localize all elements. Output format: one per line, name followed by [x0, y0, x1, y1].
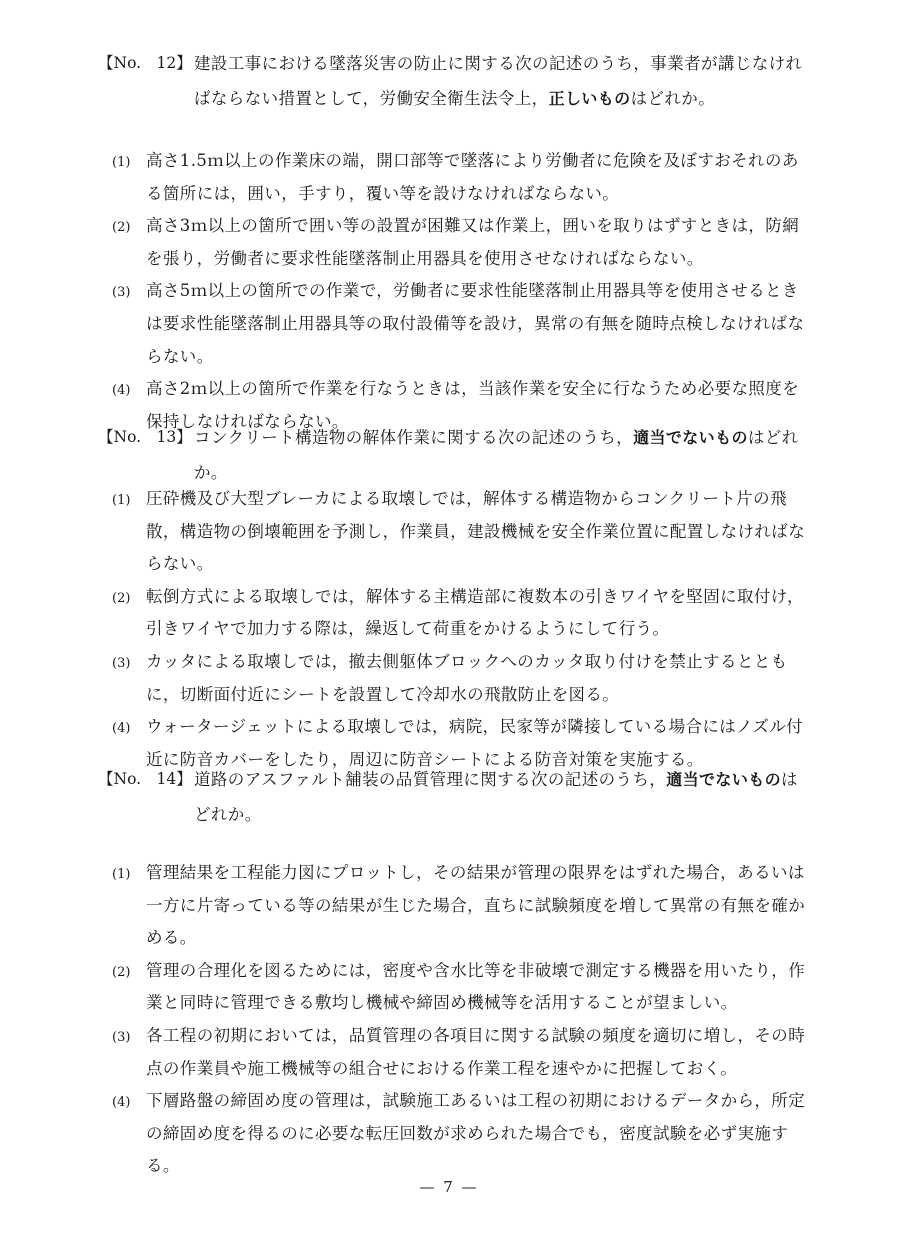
option-text: 圧砕機及び大型ブレーカによる取壊しでは，解体する構造物からコンクリート片の飛散，構造物の倒壊範囲を予測し，作業員，建設機械を安全作業位置に配置しなければならない。 — [146, 489, 806, 574]
question-stem — [194, 420, 810, 490]
option-12-3 — [112, 275, 812, 373]
question-stem — [194, 762, 810, 832]
stem-text: 建設工事における墜落災害の防止に関する次の記述のうち，事業者が講じなければならない措置として，労働安全衛生法令上， — [194, 54, 803, 108]
page-number: — 7 — — [419, 1178, 479, 1196]
option-text: 各工程の初期においては，品質管理の各項目に関する試験の頻度を適切に増し，その時点の作業員や施工機械等の組合せにおける作業工程を速やかに把握しておく。 — [146, 1025, 806, 1078]
stem-ending: はどれか。 — [194, 770, 798, 824]
options-13 — [112, 483, 812, 776]
question-14 — [98, 762, 810, 832]
options-12 — [112, 145, 812, 438]
option-12-1 — [112, 145, 812, 210]
option-14-1 — [112, 857, 812, 955]
question-stem — [194, 46, 810, 116]
option-number: (3) — [112, 285, 131, 301]
question-header — [98, 762, 810, 832]
option-number: (2) — [112, 590, 131, 606]
option-text: 下層路盤の締固め度の管理は，試験施工あるいは工程の初期におけるデータから，所定の締固め度を得るのに必要な転圧回数が求められた場合でも，密度試験を必ず実施する。 — [146, 1091, 806, 1176]
option-number: (4) — [112, 1095, 131, 1111]
option-13-2 — [112, 581, 812, 646]
option-number: (1) — [112, 155, 131, 170]
stem-text: 道路のアスファルト舗装の品質管理に関する次の記述のうち， — [194, 770, 667, 789]
stem-emphasis: 正しいもの — [548, 89, 631, 108]
option-number: (2) — [112, 964, 131, 980]
stem-emphasis: 適当でないもの — [633, 428, 748, 447]
option-text: 管理結果を工程能力図にプロットし，その結果が管理の限界をはずれた場合，あるいは一方に片寄っている等の結果が生じた場合，直ちに試験頻度を増して異常の有無を確かめる。 — [146, 863, 806, 948]
stem-emphasis: 適当でないもの — [666, 770, 782, 789]
option-number: (1) — [112, 493, 131, 508]
option-text: ウォータージェットによる取壊しでは，病院，民家等が隣接している場合にはノズル付近に防音カバーをしたり，周辺に防音シートによる防音対策を実施する。 — [146, 717, 804, 769]
option-number: (3) — [112, 655, 131, 671]
question-13 — [98, 420, 810, 490]
option-14-3 — [112, 1020, 812, 1085]
option-text: カッタによる取壊しでは，撤去側躯体ブロックへのカッタ取り付けを禁止するとともに，切断面付近にシートを設置して冷却水の飛散防止を図る。 — [146, 651, 788, 704]
option-text: 高さ2ｍ以上の箇所で作業を行なうときは，当該作業を安全に行なうため必要な照度を保持しなければならない。 — [146, 379, 800, 431]
option-number: (2) — [112, 220, 131, 236]
option-text: 転倒方式による取壊しでは，解体する主構造部に複数本の引きワイヤを堅固に取付け，引きワイヤで加力する際は，繰返して荷重をかけるようにして行う。 — [146, 586, 804, 639]
option-text: 管理の合理化を図るためには，密度や含水比等を非破壊で測定する機器を用いたり，作業と同時に管理できる敷均し機械や締固め機械等を活用することが望ましい。 — [146, 960, 806, 1013]
options-14 — [112, 857, 812, 1183]
question-number: 【No. 12】 — [98, 54, 192, 72]
option-12-2 — [112, 210, 812, 275]
option-text: 高さ1.5ｍ以上の作業床の端，開口部等で墜落により労働者に危険を及ぼすおそれのある箇所には，囲い，手すり，覆い等を設けなければならない。 — [146, 151, 799, 203]
stem-text: コンクリート構造物の解体作業に関する次の記述のうち， — [194, 428, 634, 447]
option-13-3 — [112, 646, 812, 711]
option-13-1 — [112, 483, 812, 581]
question-header — [98, 420, 810, 490]
option-text: 高さ3ｍ以上の箇所で囲い等の設置が困難又は作業上，囲いを取りはずすときは，防網を張り，労働者に要求性能墜落制止用器具を使用させなければならない。 — [146, 216, 800, 268]
option-number: (3) — [112, 1029, 131, 1045]
question-header — [98, 46, 810, 116]
stem-ending: はどれか。 — [194, 428, 799, 482]
option-14-4 — [112, 1085, 812, 1183]
option-text: 高さ5ｍ以上の箇所での作業で，労働者に要求性能墜落制止用器具等を使用させるときは要求性能墜落制止用器具等の取付設備等を設け，異常の有無を随時点検しなければならない。 — [146, 281, 805, 366]
option-14-2 — [112, 955, 812, 1020]
option-number: (4) — [112, 721, 131, 737]
option-number: (1) — [112, 867, 131, 882]
stem-ending: はどれか。 — [630, 89, 716, 108]
question-number: 【No. 13】 — [98, 428, 192, 446]
question-number: 【No. 14】 — [98, 770, 192, 788]
question-12 — [98, 46, 810, 116]
option-number: (4) — [112, 383, 131, 399]
